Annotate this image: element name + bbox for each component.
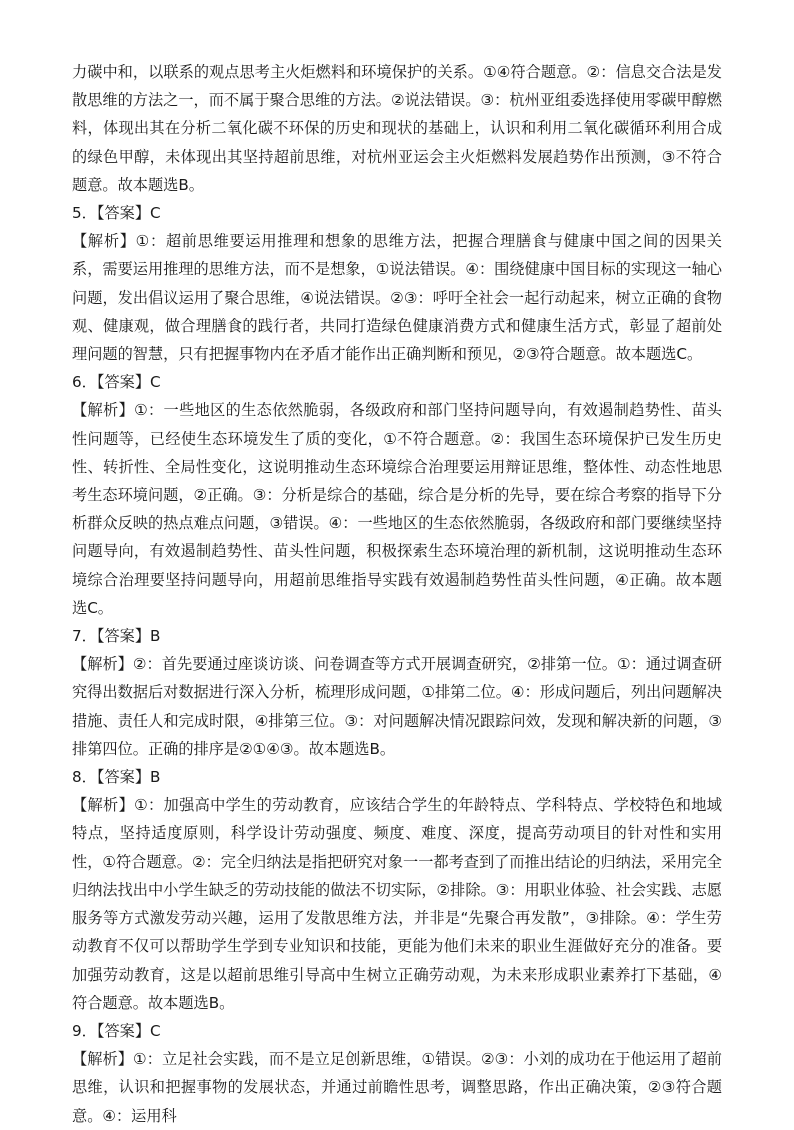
answer-line-9: 9．【答案】C [72,1021,161,1040]
explanation-paragraph-4-continued: 力碳中和，以联系的观点思考主火炬燃料和环境保护的关系。①④符合题意。②：信息交合法是发散思维的方法之一，而不属于聚合思维的方法。②说法错误。③：杭州亚组委选择使用零碳甲醇燃料，体现出其在分析二氧化碳不环保的历史和现状的基础上，认识和利用二氧化碳循环利用合成的绿色甲醇，未体现出其坚持超前思维，对杭州亚运会主火炬燃料发展趋势作出预测，③不符合题意。故本题选B。 [72,63,722,194]
explanation-paragraph-8: 【解析】①：加强高中学生的劳动教育，应该结合学生的年龄特点、学科特点、学校特色和地域特点，坚持适度原则，科学设计劳动强度、频度、难度、深度，提高劳动项目的针对性和实用性，①符合题意。②：完全归纳法是指把研究对象一一都考查到了而推出结论的归纳法，采用完全归纳法找出中小学生缺乏的劳动技能的做法不切实际，②排除。③：用职业体验、社会实践、志愿服务等方式激发劳动兴趣，运用了发散思维方法，并非是“先聚合再发散”，③排除。④：学生劳动教育不仅可以帮助学生学到专业知识和技能，更能为他们未来的职业生涯做好充分的准备。要加强劳动教育，这是以超前思维引导高中生树立正确劳动观，为未来形成职业素养打下基础，④符合题意。故本题选B。 [72,796,722,1012]
answer-line-5: 5．【答案】C [72,204,161,223]
explanation-paragraph-7: 【解析】②：首先要通过座谈访谈、问卷调查等方式开展调查研究，②排第一位。①：通过调查研究得出数据后对数据进行深入分析，梳理形成问题，①排第二位。④：形成问题后，列出问题解决措施、责任人和完成时限，④排第三位。③：对问题解决情况跟踪问效，发现和解决新的问题，③排第四位。正确的排序是②①④③。故本题选B。 [72,655,722,758]
answer-line-8: 8．【答案】B [72,768,161,787]
answer-line-7: 7．【答案】B [72,627,161,646]
explanation-paragraph-9: 【解析】①：立足社会实践，而不是立足创新思维，①错误。②③：小刘的成功在于他运用了超前思维，认识和把握事物的发展状态，并通过前瞻性思考，调整思路，作出正确决策，②③符合题意。④：运用科 [72,1050,722,1125]
explanation-paragraph-5: 【解析】①：超前思维要运用推理和想象的思维方法，把握合理膳食与健康中国之间的因果关系，需要运用推理的思维方法，而不是想象，①说法错误。④：围绕健康中国目标的实现这一轴心问题，发出倡议运用了聚合思维，④说法错误。②③：呼吁全社会一起行动起来，树立正确的食物观、健康观，做合理膳食的践行者，共同打造绿色健康消费方式和健康生活方式，彰显了超前处理问题的智慧，只有把握事物内在矛盾才能作出正确判断和预见，②③符合题意。故本题选C。 [72,232,722,364]
explanation-paragraph-6: 【解析】①：一些地区的生态依然脆弱，各级政府和部门坚持问题导向，有效遏制趋势性、苗头性问题等，已经使生态环境发生了质的变化，①不符合题意。②：我国生态环境保护已发生历史性、转折性、全局性变化，这说明推动生态环境综合治理要运用辩证思维，整体性、动态性地思考生态环境问题，②正确。③：分析是综合的基础，综合是分析的先导，要在综合考察的指导下分析群众反映的热点难点问题，③错误。④：一些地区的生态依然脆弱，各级政府和部门要继续坚持问题导向，有效遏制趋势性、苗头性问题，积极探索生态环境治理的新机制，这说明推动生态环境综合治理要坚持问题导向，用超前思维指导实践有效遏制趋势性苗头性问题，④正确。故本题选C。 [72,401,722,617]
document-body [72,58,722,1130]
answer-line-6: 6．【答案】C [72,373,161,392]
